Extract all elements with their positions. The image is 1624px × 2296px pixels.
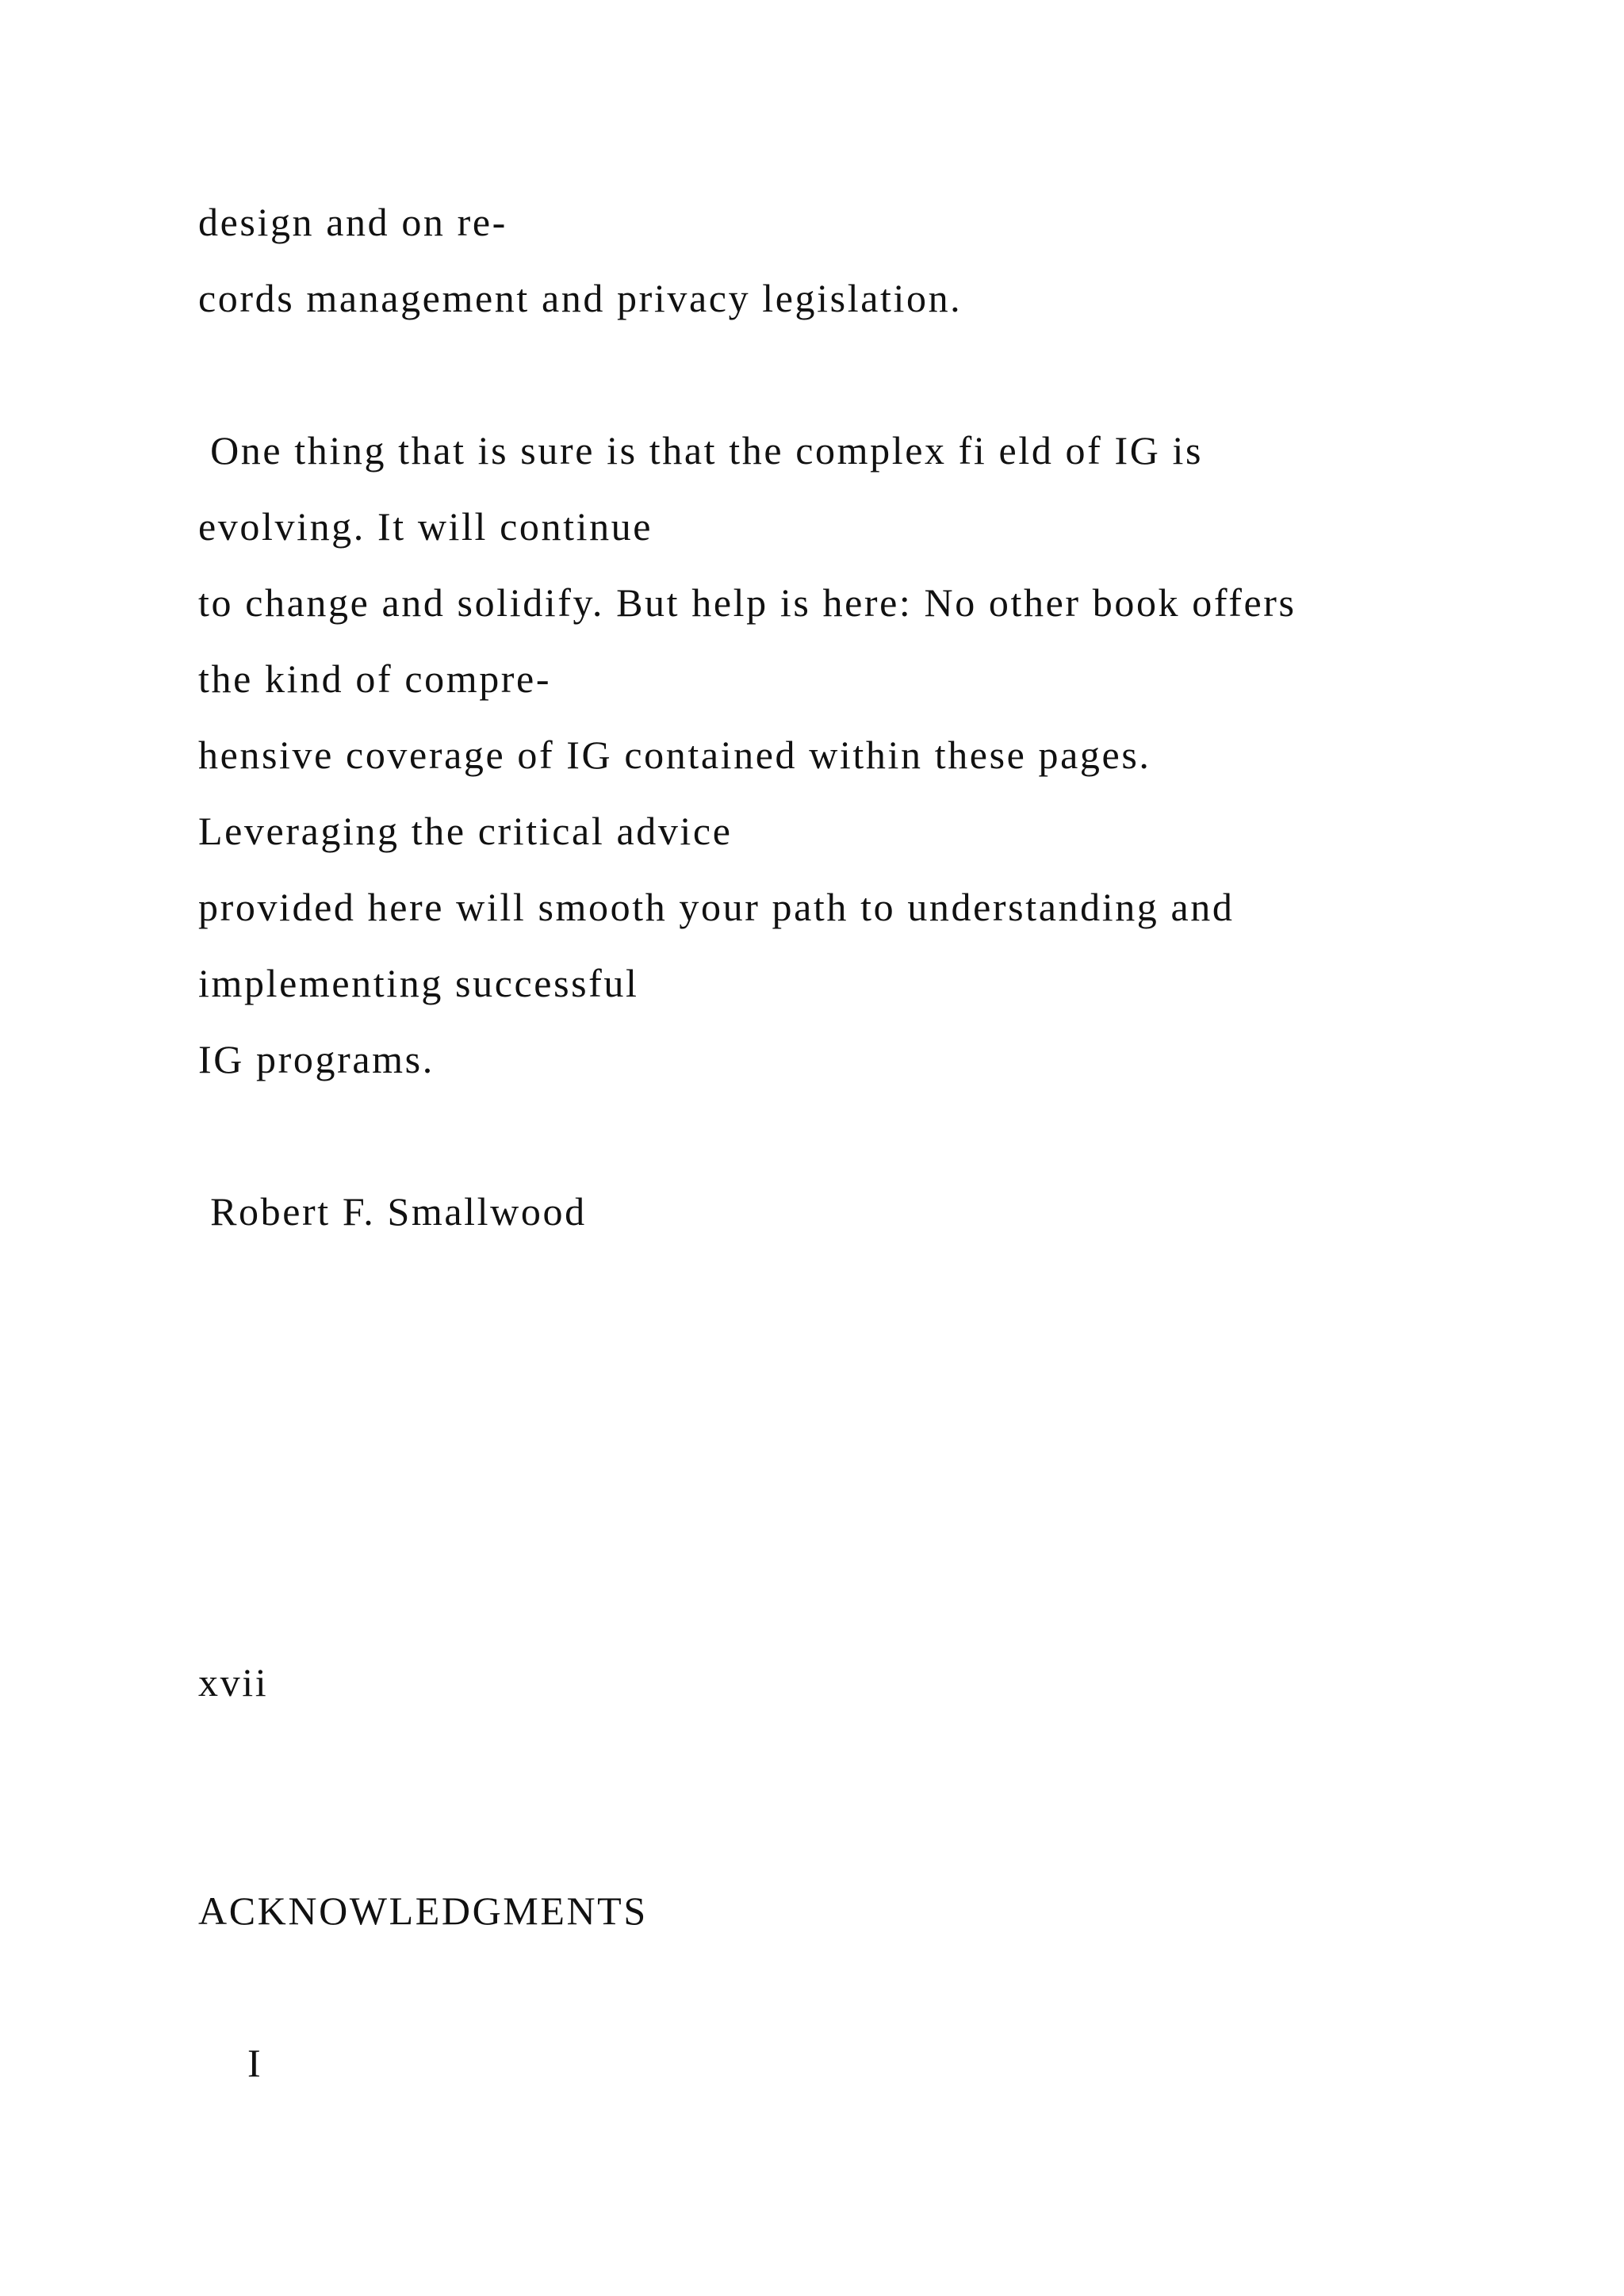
drop-cap-letter: I <box>247 2041 263 2085</box>
body-line: cords management and privacy legislation. <box>198 276 963 320</box>
body-line: the kind of compre- <box>198 656 552 701</box>
body-line: hensive coverage of IG contained within these pages. <box>198 733 1151 777</box>
body-line: to change and solidify. But help is here: No other book offers <box>198 580 1297 625</box>
page-number: xvii <box>198 1660 269 1705</box>
body-line: One thing that is sure is that the complex fi eld of IG is <box>198 428 1204 473</box>
body-line: evolving. It will continue <box>198 504 653 549</box>
body-line: implementing successful <box>198 961 639 1005</box>
body-line: provided here will smooth your path to understanding and <box>198 885 1235 929</box>
section-heading: ACKNOWLEDGMENTS <box>198 1888 648 1933</box>
body-line: IG programs. <box>198 1037 435 1081</box>
body-line: Leveraging the critical advice <box>198 809 733 853</box>
author-signature: Robert F. Smallwood <box>198 1189 587 1234</box>
body-line: design and on re- <box>198 200 508 244</box>
